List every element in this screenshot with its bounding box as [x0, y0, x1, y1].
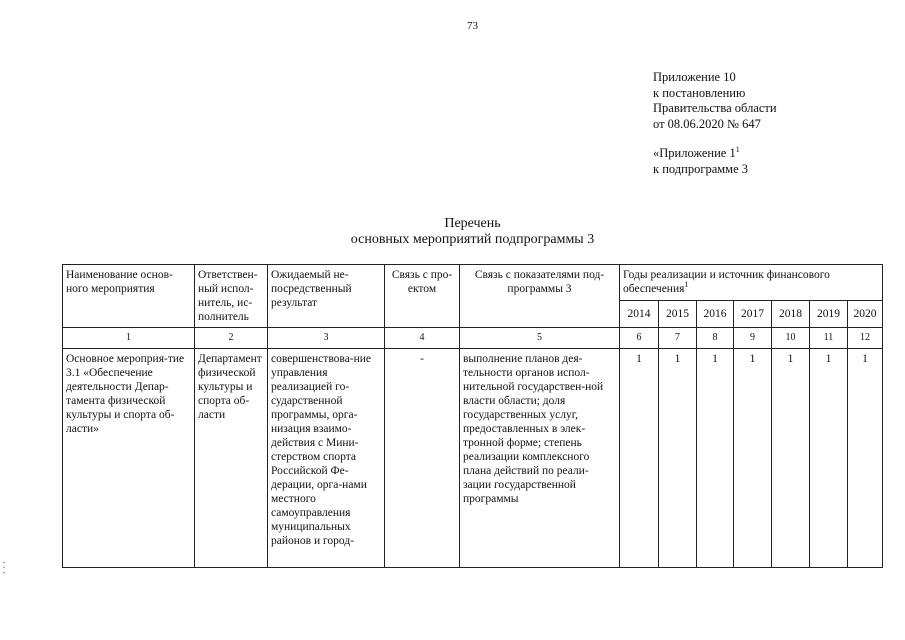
- column-number: 7: [659, 328, 697, 349]
- year-cell: 2014: [620, 300, 659, 327]
- footnote-marker: 1: [735, 144, 740, 154]
- column-number: 2: [195, 328, 268, 349]
- header-executor: Ответствен-ный испол-нитель, ис-полнитель: [195, 265, 268, 328]
- year-value: 1: [659, 349, 697, 568]
- years-group-text: Годы реализации и источник финансового обеспечения: [623, 269, 830, 295]
- sub-appendix-block: [653, 146, 748, 177]
- row-name: Основное мероприя-тие 3.1 «Обеспечение деятельности Депар-тамента физической культуры и спорта об-ласти»: [63, 349, 195, 568]
- appendix-line: от 08.06.2020 № 647: [653, 116, 761, 131]
- column-number-row: [63, 328, 883, 349]
- year-cell: 2015: [659, 300, 697, 327]
- row-result: совершенствова-ние управления реализацией го-сударственной программы, орга-низация взаимо-действия с Мини-стерством спорта Российской Фе-дерации, орга-нами местного самоуправления муниципальных районов и город-: [268, 349, 385, 568]
- column-number: 3: [268, 328, 385, 349]
- table-row: [63, 349, 883, 568]
- sub-appendix-line: к подпрограмме 3: [653, 161, 748, 176]
- scan-margin-marks: ▪ ▪ ▪: [3, 561, 5, 576]
- header-name: Наименование основ-ного мероприятия: [63, 265, 195, 328]
- document-title: [0, 216, 905, 248]
- column-number: 10: [772, 328, 810, 349]
- year-cell: 2020: [848, 300, 883, 327]
- appendix-line: Приложение 10: [653, 70, 736, 84]
- page-number: 73: [467, 20, 478, 32]
- row-indicators-link: выполнение планов дея-тельности органов испол-нительной государствен-ной власти области; доля государственных услуг, предоставленных в элек-тронной форме; степень реализации комплексного плана действий по реали-зации государственной программы: [460, 349, 620, 568]
- activities-table: [62, 264, 883, 568]
- column-number: 9: [734, 328, 772, 349]
- header-years-group: [620, 265, 883, 301]
- appendix-line: Правительства области: [653, 101, 777, 115]
- column-number: 12: [848, 328, 883, 349]
- year-cell: 2017: [734, 300, 772, 327]
- column-number: 6: [620, 328, 659, 349]
- column-number: 8: [697, 328, 734, 349]
- appendix-block: [653, 70, 777, 132]
- column-number: 5: [460, 328, 620, 349]
- year-cell: 2019: [810, 300, 848, 327]
- year-value: 1: [810, 349, 848, 568]
- row-project-link: -: [385, 349, 460, 568]
- year-cell: 2018: [772, 300, 810, 327]
- column-number: 4: [385, 328, 460, 349]
- title-line: Перечень: [444, 216, 501, 231]
- row-executor: Департамент физической культуры и спорта об-ласти: [195, 349, 268, 568]
- sub-appendix-text: «Приложение 1: [653, 146, 736, 160]
- sub-appendix-line: [653, 146, 748, 162]
- year-value: 1: [697, 349, 734, 568]
- year-value: 1: [848, 349, 883, 568]
- footnote-marker: 1: [684, 280, 689, 290]
- header-indicators-link: Связь с показателями под-программы 3: [460, 265, 620, 328]
- title-line: основных мероприятий подпрограммы 3: [350, 232, 595, 247]
- column-number: 1: [63, 328, 195, 349]
- header-row: [63, 265, 883, 301]
- appendix-line: к постановлению: [653, 85, 746, 100]
- year-cell: 2016: [697, 300, 734, 327]
- column-number: 11: [810, 328, 848, 349]
- year-value: 1: [734, 349, 772, 568]
- header-project-link: Связь с про-ектом: [385, 265, 460, 328]
- year-value: 1: [772, 349, 810, 568]
- header-result: Ожидаемый не-посредственный результат: [268, 265, 385, 328]
- year-value: 1: [620, 349, 659, 568]
